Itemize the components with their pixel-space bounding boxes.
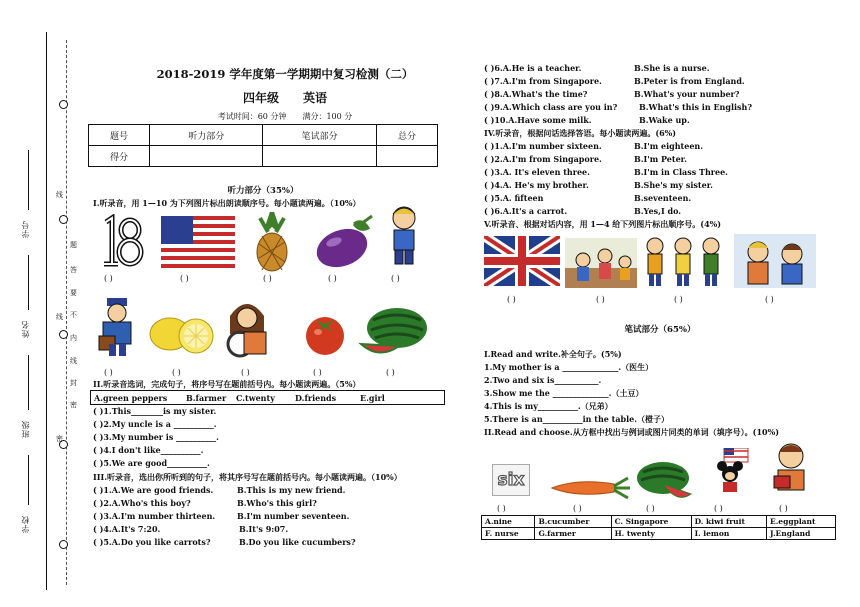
choice-a[interactable]: ( )10.A.Have some milk. xyxy=(484,115,592,125)
choice-b: B.Do you like cucumbers? xyxy=(239,537,356,547)
answer-blank[interactable]: ( ) xyxy=(172,368,181,377)
choice-a[interactable]: ( )2.A.I'm from Singapore. xyxy=(484,154,602,164)
kids-group-picture xyxy=(641,234,727,292)
boy-reading-picture xyxy=(768,440,814,502)
question-title: I.Read and write.补全句子。(5%) xyxy=(484,349,622,359)
choice-a[interactable]: ( )1.A.I'm number sixteen. xyxy=(484,141,602,151)
option-cell: G.farmer xyxy=(535,528,611,540)
choice-b: B.I'm in Class Three. xyxy=(634,167,728,177)
choice-b: B.I'm Peter. xyxy=(634,154,687,164)
answer-blank[interactable]: ( ) xyxy=(104,274,113,283)
number-18-picture xyxy=(98,214,144,274)
field-student-number: 学号 xyxy=(21,220,30,238)
fill-blank-item[interactable]: 3.Show me the ______________.（土豆） xyxy=(484,388,644,398)
question-title: V.听录音、根据对话内容，用 1—4 给下列图片标出顺序号。(4%) xyxy=(484,219,722,229)
tomato-picture xyxy=(302,310,348,360)
usa-flag-picture xyxy=(161,216,235,272)
choice-b: B.What's this in English? xyxy=(639,102,753,112)
score-cell[interactable] xyxy=(376,146,437,167)
option-cell: I. lemon xyxy=(691,528,766,540)
seal-mark: 密 xyxy=(56,435,63,443)
eggplant-picture xyxy=(314,214,374,274)
option-cell: F. nurse xyxy=(482,528,535,540)
choice-a[interactable]: ( )8.A.What's the time? xyxy=(484,89,588,99)
seal-char: 不 xyxy=(70,311,77,319)
word-option: D.friends xyxy=(295,393,337,403)
fill-blank-item[interactable]: 4.This is my__________.（兄弟） xyxy=(484,401,613,411)
field-line xyxy=(28,355,29,410)
answer-blank[interactable]: ( ) xyxy=(104,368,113,377)
answer-blank[interactable]: ( ) xyxy=(313,368,322,377)
binding-line-dashed xyxy=(66,40,67,585)
page-title: 2018-2019 学年度第一学期期中复习检测（二） xyxy=(156,67,414,81)
seal-char: 线 xyxy=(70,357,77,365)
score-table xyxy=(88,124,438,167)
driver-girl-picture xyxy=(222,296,272,362)
score-header: 总分 xyxy=(376,125,437,146)
question-item[interactable]: ( )1.This________is my sister. xyxy=(93,406,217,416)
choice-a[interactable]: ( )5.A.Do you like carrots? xyxy=(93,537,211,547)
seal-char: 答 xyxy=(70,266,77,274)
question-title: I.听录音，用 1—10 为下列图片标出朗读顺序号。每小题读两遍。（10%） xyxy=(93,198,361,208)
choice-a[interactable]: ( )5.A. fifteen xyxy=(484,193,544,203)
answer-blank[interactable]: ( ) xyxy=(497,504,506,513)
children-scene-picture xyxy=(565,238,637,292)
binding-hole xyxy=(59,330,68,339)
fill-blank-item[interactable]: 5.There is an__________in the table.（橙子） xyxy=(484,414,670,424)
pineapple-picture xyxy=(250,212,294,276)
option-cell: J.England xyxy=(766,528,835,540)
seal-char: 题 xyxy=(70,241,77,249)
score-header: 笔试部分 xyxy=(263,125,376,146)
fill-blank-item[interactable]: 1.My mother is a ______________.（医生） xyxy=(484,362,654,372)
score-cell[interactable] xyxy=(150,146,263,167)
choice-a[interactable]: ( )6.A.It's a carrot. xyxy=(484,206,568,216)
answer-blank[interactable]: ( ) xyxy=(328,274,337,283)
choice-b: B.Wake up. xyxy=(639,115,690,125)
answer-blank[interactable]: ( ) xyxy=(646,504,655,513)
option-cell: C. Singapore xyxy=(611,516,691,528)
choice-b: B.Peter is from England. xyxy=(634,76,745,86)
choice-a[interactable]: ( )2.A.Who's this boy? xyxy=(93,498,191,508)
score-header: 听力部分 xyxy=(150,125,263,146)
seal-mark: 线 xyxy=(56,191,63,199)
question-item[interactable]: ( )2.My uncle is a __________. xyxy=(93,419,217,429)
question-item[interactable]: ( )4.I don't like__________. xyxy=(93,445,204,455)
answer-blank[interactable]: ( ) xyxy=(573,504,582,513)
choice-options-table xyxy=(481,515,836,540)
binding-hole xyxy=(59,100,68,109)
field-line xyxy=(28,455,29,505)
answer-blank[interactable]: ( ) xyxy=(391,274,400,283)
lemon-picture xyxy=(148,306,218,362)
choice-b: B.She's my sister. xyxy=(634,180,713,190)
boy-cartoon-picture xyxy=(385,204,423,274)
watermelon-picture xyxy=(357,306,429,360)
question-item[interactable]: ( )5.We are good__________. xyxy=(93,458,210,468)
mickey-flag-picture xyxy=(712,448,750,502)
question-title: II.听录音选词，完成句子，将序号写在题前括号内。每小题读两遍。（5%） xyxy=(93,379,361,389)
answer-blank[interactable]: ( ) xyxy=(263,274,272,283)
choice-b: B.It's 9:07. xyxy=(239,524,289,534)
choice-b: B.This is my new friend. xyxy=(237,485,346,495)
binding-hole xyxy=(59,215,68,224)
answer-blank[interactable]: ( ) xyxy=(180,274,189,283)
watermelon-slice-picture xyxy=(633,460,693,504)
answer-blank[interactable]: ( ) xyxy=(596,295,605,304)
field-school: 学校 xyxy=(21,515,30,533)
answer-blank[interactable]: ( ) xyxy=(386,368,395,377)
choice-b: B.She is a nurse. xyxy=(634,63,710,73)
field-line xyxy=(28,150,29,210)
choice-a[interactable]: ( )7.A.I'm from Singapore. xyxy=(484,76,602,86)
binding-hole xyxy=(59,540,68,549)
answer-blank[interactable]: ( ) xyxy=(507,295,516,304)
word-option: E.girl xyxy=(360,393,385,403)
seal-char: 密 xyxy=(70,401,77,409)
question-title: IV.听录音，根据问话选择答语。每小题读两遍。(6%) xyxy=(484,128,677,138)
choice-a[interactable]: ( )3.A. It's eleven three. xyxy=(484,167,590,177)
choice-b: B.What's your number? xyxy=(634,89,740,99)
choice-a[interactable]: ( )4.A. He's my brother. xyxy=(484,180,589,190)
score-cell[interactable] xyxy=(263,146,376,167)
choice-b: B.Who's this girl? xyxy=(237,498,317,508)
answer-blank[interactable]: ( ) xyxy=(714,504,723,513)
choice-a[interactable]: ( )6.A.He is a teacher. xyxy=(484,63,582,73)
page-subtitle: 四年级 英语 xyxy=(242,91,327,105)
question-item[interactable]: ( )3.My number is __________. xyxy=(93,432,219,442)
field-class: 班级 xyxy=(21,420,30,438)
uk-flag-picture xyxy=(484,236,560,290)
section-heading-writing: 笔试部分（65%） xyxy=(624,325,696,335)
six-word: six xyxy=(497,470,525,490)
seal-char: 封 xyxy=(70,379,77,387)
answer-blank[interactable]: ( ) xyxy=(779,504,788,513)
question-title: II.Read and choose.从方框中找出与例词或图片同类的单词（填序号）。(10%) xyxy=(484,427,779,437)
answer-blank[interactable]: ( ) xyxy=(765,295,774,304)
score-row-label: 得分 xyxy=(89,146,150,167)
seal-mark: 线 xyxy=(56,313,63,321)
field-line xyxy=(28,255,29,310)
seal-char: 内 xyxy=(70,334,77,342)
seal-char: 要 xyxy=(70,289,77,297)
option-cell: D. kiwi fruit xyxy=(691,516,766,528)
choice-a[interactable]: ( )4.A.It's 7:20. xyxy=(93,524,161,534)
choice-b: B.Yes,I do. xyxy=(634,206,682,216)
word-six-picture xyxy=(492,464,530,496)
choice-b: B.I'm eighteen. xyxy=(634,141,704,151)
choice-b: B.I'm number seventeen. xyxy=(237,511,350,521)
two-boys-picture xyxy=(734,234,816,292)
section-heading-listening: 听力部分（35%） xyxy=(227,186,299,196)
answer-blank[interactable]: ( ) xyxy=(241,368,250,377)
choice-a[interactable]: ( )3.A.I'm number thirteen. xyxy=(93,511,216,521)
binding-line-outer xyxy=(46,32,47,590)
word-option: C.twenty xyxy=(236,393,275,403)
choice-b: B.seventeen. xyxy=(634,193,692,203)
score-header: 题号 xyxy=(89,125,150,146)
answer-blank[interactable]: ( ) xyxy=(674,295,683,304)
farmer-cartoon-picture xyxy=(95,296,139,362)
option-cell: A.nine xyxy=(482,516,535,528)
choice-a[interactable]: ( )1.A.We are good friends. xyxy=(93,485,214,495)
option-cell: B.cucumber xyxy=(535,516,611,528)
question-title: III.听录音，选出你所听到的句子，将其序号写在题前括号内。每小题读两遍。（10%） xyxy=(93,472,402,482)
word-option: B.farmer xyxy=(186,393,227,403)
word-option: A.green peppers xyxy=(94,393,168,403)
fill-blank-item[interactable]: 2.Two and six is___________. xyxy=(484,375,602,385)
choice-a[interactable]: ( )9.A.Which class are you in? xyxy=(484,102,618,112)
option-cell: E.eggplant xyxy=(766,516,835,528)
option-cell: H. twenty xyxy=(611,528,691,540)
field-name: 姓名 xyxy=(21,320,30,338)
exam-info: 考试时间：60 分钟 满分：100 分 xyxy=(217,112,353,121)
carrot-picture xyxy=(548,474,630,504)
